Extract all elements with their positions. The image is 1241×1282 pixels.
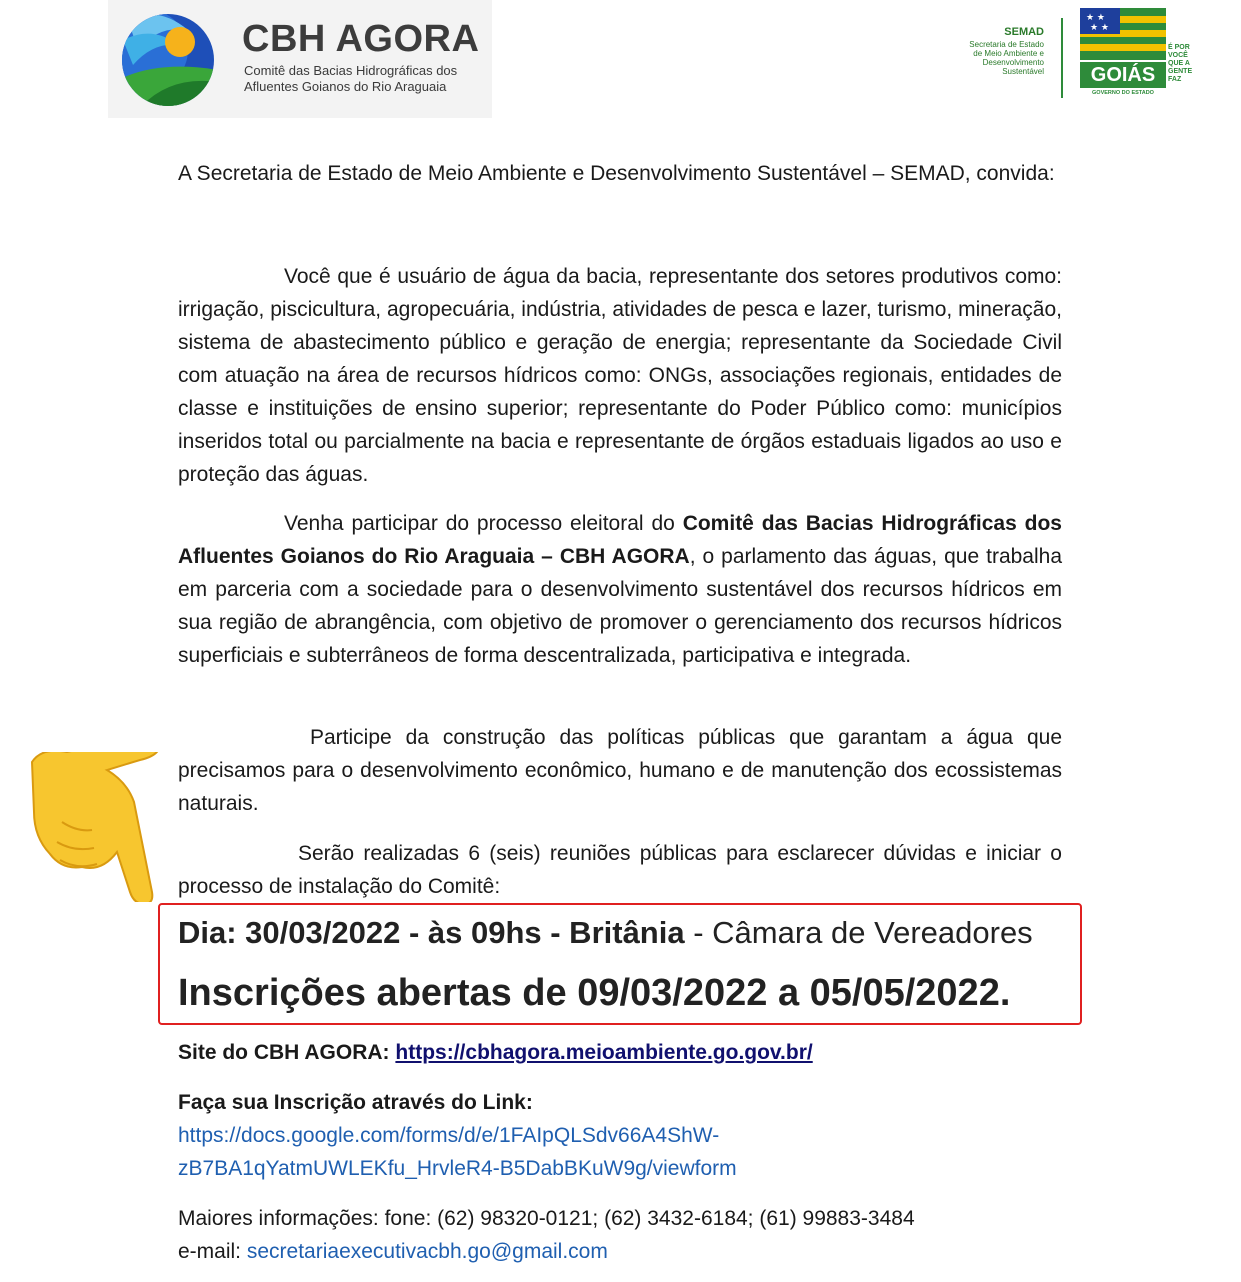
registration-period: Inscrições abertas de 09/03/2022 a 05/05/2022.	[178, 972, 1011, 1014]
logo-title: CBH AGORA	[242, 18, 480, 60]
contact-email-line	[178, 1240, 608, 1264]
form-link-line-2[interactable]: zB7BA1qYatmUWLEKfu_HrvleR4-B5DabBKuW9g/viewform	[178, 1157, 737, 1180]
pointing-hand-icon	[22, 752, 172, 902]
logo-subtitle-line-1: Comitê das Bacias Hidrográficas dos	[244, 63, 458, 78]
goias-slogan	[1168, 44, 1192, 84]
text-span: , o parlamento das águas, que trabalha em parceria com a sociedade para o desenvolvimento sustentável dos recursos hídricos em sua região de abrangência, com objetivo de promover o gerenciamento dos recursos hídricos superficiais e subterrâneos de forma descentralizada, participativa e integrada.	[178, 545, 1063, 667]
semad-line: Secretaria de Estado	[969, 40, 1044, 49]
contact-phones: Maiores informações: fone: (62) 98320-0121; (62) 3432-6184; (61) 99883-3484	[178, 1207, 915, 1230]
email-label: e-mail:	[178, 1240, 247, 1263]
goias-footer: GOVERNO DO ESTADO	[1092, 90, 1154, 96]
semad-line: Sustentável	[1002, 67, 1044, 76]
slogan-line: É POR	[1168, 44, 1190, 51]
goias-logo	[1080, 8, 1200, 100]
text-span: Venha participar do processo eleitoral do	[284, 512, 683, 535]
meetings-paragraph: Serão realizadas 6 (seis) reuniões públicas para esclarecer dúvidas e iniciar o processo de instalação do Comitê:	[178, 842, 1062, 898]
intro-paragraph: A Secretaria de Estado de Meio Ambiente e Desenvolvimento Sustentável – SEMAD, convida:	[178, 162, 1055, 185]
event-date: Dia: 30/03/2022 - às 09hs - Britânia	[178, 915, 685, 950]
slogan-line: VOCÊ	[1168, 52, 1188, 59]
election-paragraph	[178, 507, 1062, 672]
svg-text:★ ★: ★ ★	[1090, 23, 1109, 33]
goias-flag-icon	[1080, 8, 1166, 60]
semad-line: de Meio Ambiente e	[973, 49, 1044, 58]
cbh-emblem-icon	[118, 10, 218, 110]
semad-title: SEMAD	[1004, 26, 1044, 38]
participation-paragraph: Participe da construção das políticas públicas que garantam a água que precisamos para o desenvolvimento econômico, humano e de manutenção dos ecossistemas naturais.	[178, 726, 1062, 815]
site-line	[178, 1041, 813, 1065]
slogan-line: FAZ	[1168, 76, 1182, 83]
slogan-line: GENTE	[1168, 68, 1193, 75]
form-label: Faça sua Inscrição através do Link:	[178, 1091, 533, 1114]
header-divider	[1061, 18, 1063, 98]
invitation-paragraph: Você que é usuário de água da bacia, representante dos setores produtivos como: irrigação, piscicultura, agropecuária, indústria, atividades de pesca e lazer, turismo, mineração, sistema de abastecimento público e geração de energia; representante da Sociedade Civil com atuação na área de recursos hídricos como: ONGs, associações regionais, entidades de classe e instituições de ensino superior; representante do Poder Público como: municípios inseridos total ou parcialmente na bacia e representante de órgãos estaduais ligados ao uso e proteção das águas.	[178, 265, 1062, 486]
logo-subtitle-line-2: Afluentes Goianos do Rio Araguaia	[244, 79, 447, 94]
event-details	[178, 915, 1033, 951]
slogan-line: QUE A	[1168, 60, 1190, 67]
goias-wordmark: GOIÁS	[1080, 62, 1166, 88]
form-link-line-1[interactable]: https://docs.google.com/forms/d/e/1FAIpQLSdv66A4ShW-	[178, 1124, 720, 1147]
site-link[interactable]: https://cbhagora.meioambiente.go.gov.br/	[395, 1041, 813, 1064]
site-label: Site do CBH AGORA:	[178, 1041, 390, 1064]
committee-name: Comitê das Bacias Hidrográficas dos Afluentes Goianos do Rio Araguaia – CBH AGORA	[178, 512, 1062, 568]
svg-text:★ ★: ★ ★	[1086, 13, 1105, 23]
event-place: - Câmara de Vereadores	[684, 915, 1033, 950]
semad-line: Desenvolvimento	[982, 58, 1044, 67]
email-link[interactable]: secretariaexecutivacbh.go@gmail.com	[246, 1240, 608, 1263]
